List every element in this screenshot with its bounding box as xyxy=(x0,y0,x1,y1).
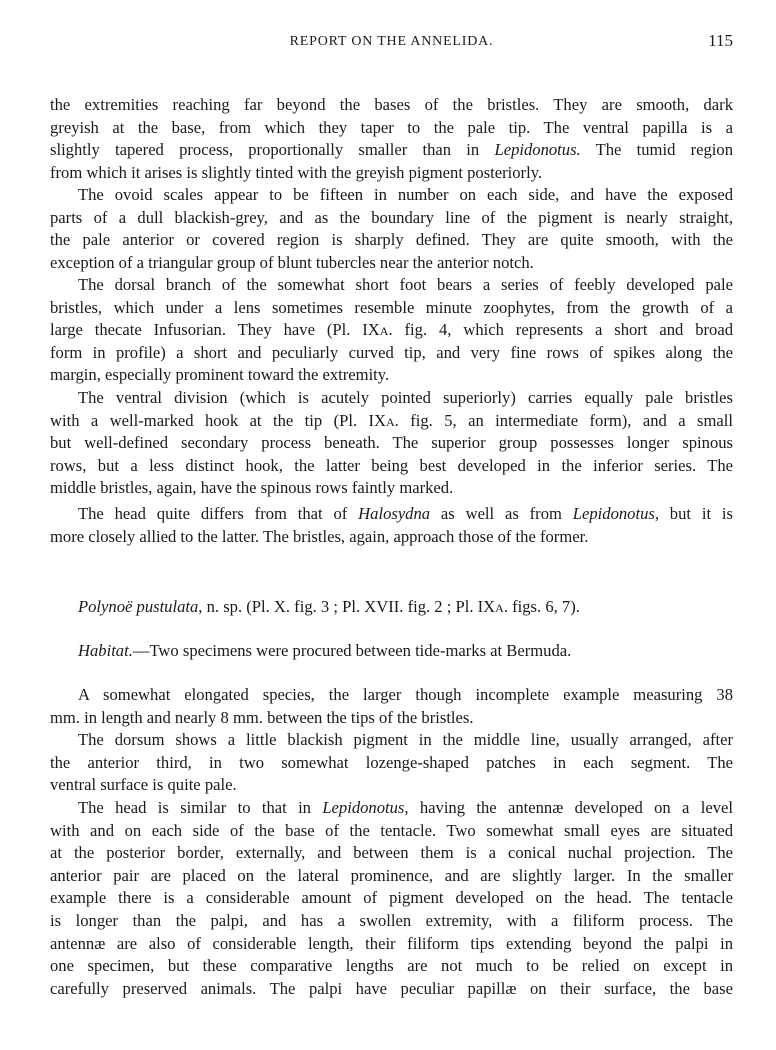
text-line: from which it arises is slightly tinted with the greyish pigment posteriorly. xyxy=(50,162,543,182)
text-line: form in profile) a short and peculiarly curved tip, and very fine rows of spikes along the xyxy=(50,342,733,362)
text-line: with and on each side of the base of the tentacle. Two somewhat small eyes are situated xyxy=(50,820,733,840)
text-line: the extremities reaching far beyond the bases of the bristles. They are smooth, dark xyxy=(50,95,733,114)
text-line: slightly tapered process, proportionally smaller than in Lepidonotus. The tumid region xyxy=(50,140,733,160)
text-line: ventral surface is quite pale. xyxy=(50,775,237,795)
species-heading: Polynoë pustulata, n. sp. (Pl. X. fig. 3 ; Pl. XVII. fig. 2 ; Pl. IXa. figs. 6, 7). xyxy=(78,597,580,616)
paragraph-continuation xyxy=(50,94,733,184)
paragraph-scales xyxy=(50,184,733,274)
text-line: is longer than the palpi, and has a swollen extremity, with a filiform process. The xyxy=(50,910,733,930)
running-head xyxy=(50,31,733,53)
running-head-title: REPORT ON THE ANNELIDA. xyxy=(289,34,494,49)
paragraph-head xyxy=(50,797,733,1000)
taxon-name: Lepidonotus, xyxy=(572,504,659,523)
text-line: A somewhat elongated species, the larger though incomplete example measuring 38 xyxy=(78,685,733,704)
text-line: anterior pair are placed on the lateral prominence, and are slightly larger. In the smaller xyxy=(50,865,733,885)
text-line: margin, especially prominent toward the extremity. xyxy=(50,365,390,385)
text-line: The head is similar to that in Lepidonotus, having the antennæ developed on a level xyxy=(78,798,733,817)
text-line: greyish at the base, from which they taper to the pale tip. The ventral papilla is a xyxy=(50,117,733,137)
text-line: the pale anterior or covered region is sharply defined. They are quite smooth, with the xyxy=(50,230,733,250)
text-line: carefully preserved animals. The palpi have peculiar papillæ on their surface, the base xyxy=(50,978,733,998)
text-line: at the posterior border, externally, and between them is a conical nuchal projection. The xyxy=(50,843,733,863)
taxon-name: Halosydna xyxy=(358,504,431,523)
habitat-line: Habitat.—Two specimens were procured between tide-marks at Bermuda. xyxy=(78,641,572,660)
text-line: but well-defined secondary process beneath. The superior group possesses longer spinous xyxy=(50,433,733,453)
paragraph-dorsal-branch xyxy=(50,274,733,387)
text-line: more closely allied to the latter. The bristles, again, approach those of the former. xyxy=(50,526,589,546)
text-line: exception of a triangular group of blunt tubercles near the anterior notch. xyxy=(50,252,534,272)
text-line: middle bristles, again, have the spinous rows faintly marked. xyxy=(50,478,454,498)
text-line: mm. in length and nearly 8 mm. between the tips of the bristles. xyxy=(50,707,474,727)
paragraph-ventral-division xyxy=(50,387,733,500)
text-line: one specimen, but these comparative lengths are not much to be relied on except in xyxy=(50,956,733,976)
text-line: example there is a considerable amount of pigment developed on the head. The tentacle xyxy=(50,888,733,908)
text-line: The dorsal branch of the somewhat short foot bears a series of feebly developed pale xyxy=(78,275,733,294)
habitat-label: Habitat. xyxy=(78,641,133,660)
text-line: The ovoid scales appear to be fifteen in number on each side, and have the exposed xyxy=(78,185,733,204)
paragraph-size xyxy=(50,684,733,729)
text-line: bristles, which under a lens sometimes resemble minute zoophytes, from the growth of a xyxy=(50,297,733,317)
text-line: The ventral division (which is acutely pointed superiorly) carries equally pale bristles xyxy=(78,388,733,407)
text-line: rows, but a less distinct hook, the latter being best developed in the inferior series. The xyxy=(50,455,733,475)
taxon-name: Lepidonotus. xyxy=(494,140,581,160)
taxon-name: Lepidonotus, xyxy=(322,798,409,817)
text-line: parts of a dull blackish-grey, and as the boundary line of the pigment is nearly straight, xyxy=(50,207,733,227)
text-line: the anterior third, in two somewhat lozenge-shaped patches in each segment. The xyxy=(50,752,733,772)
text-line: antennæ are also of considerable length, their filiform tips extending beyond the palpi in xyxy=(50,933,733,953)
text-line: The dorsum shows a little blackish pigment in the middle line, usually arranged, after xyxy=(78,730,733,749)
text-line: large thecate Infusorian. They have (Pl. IXa. fig. 4, which represents a short and broad xyxy=(50,320,733,340)
page-number: 115 xyxy=(708,31,733,50)
text-line: with a well-marked hook at the tip (Pl. IXa. fig. 5, an intermediate form), and a small xyxy=(50,410,733,430)
text-line: The head quite differs from that of Halosydna as well as from Lepidonotus, but it is xyxy=(78,504,733,523)
species-name: Polynoë pustulata xyxy=(78,597,199,616)
paragraph-dorsum xyxy=(50,729,733,797)
paragraph-head-comparison xyxy=(50,503,733,548)
